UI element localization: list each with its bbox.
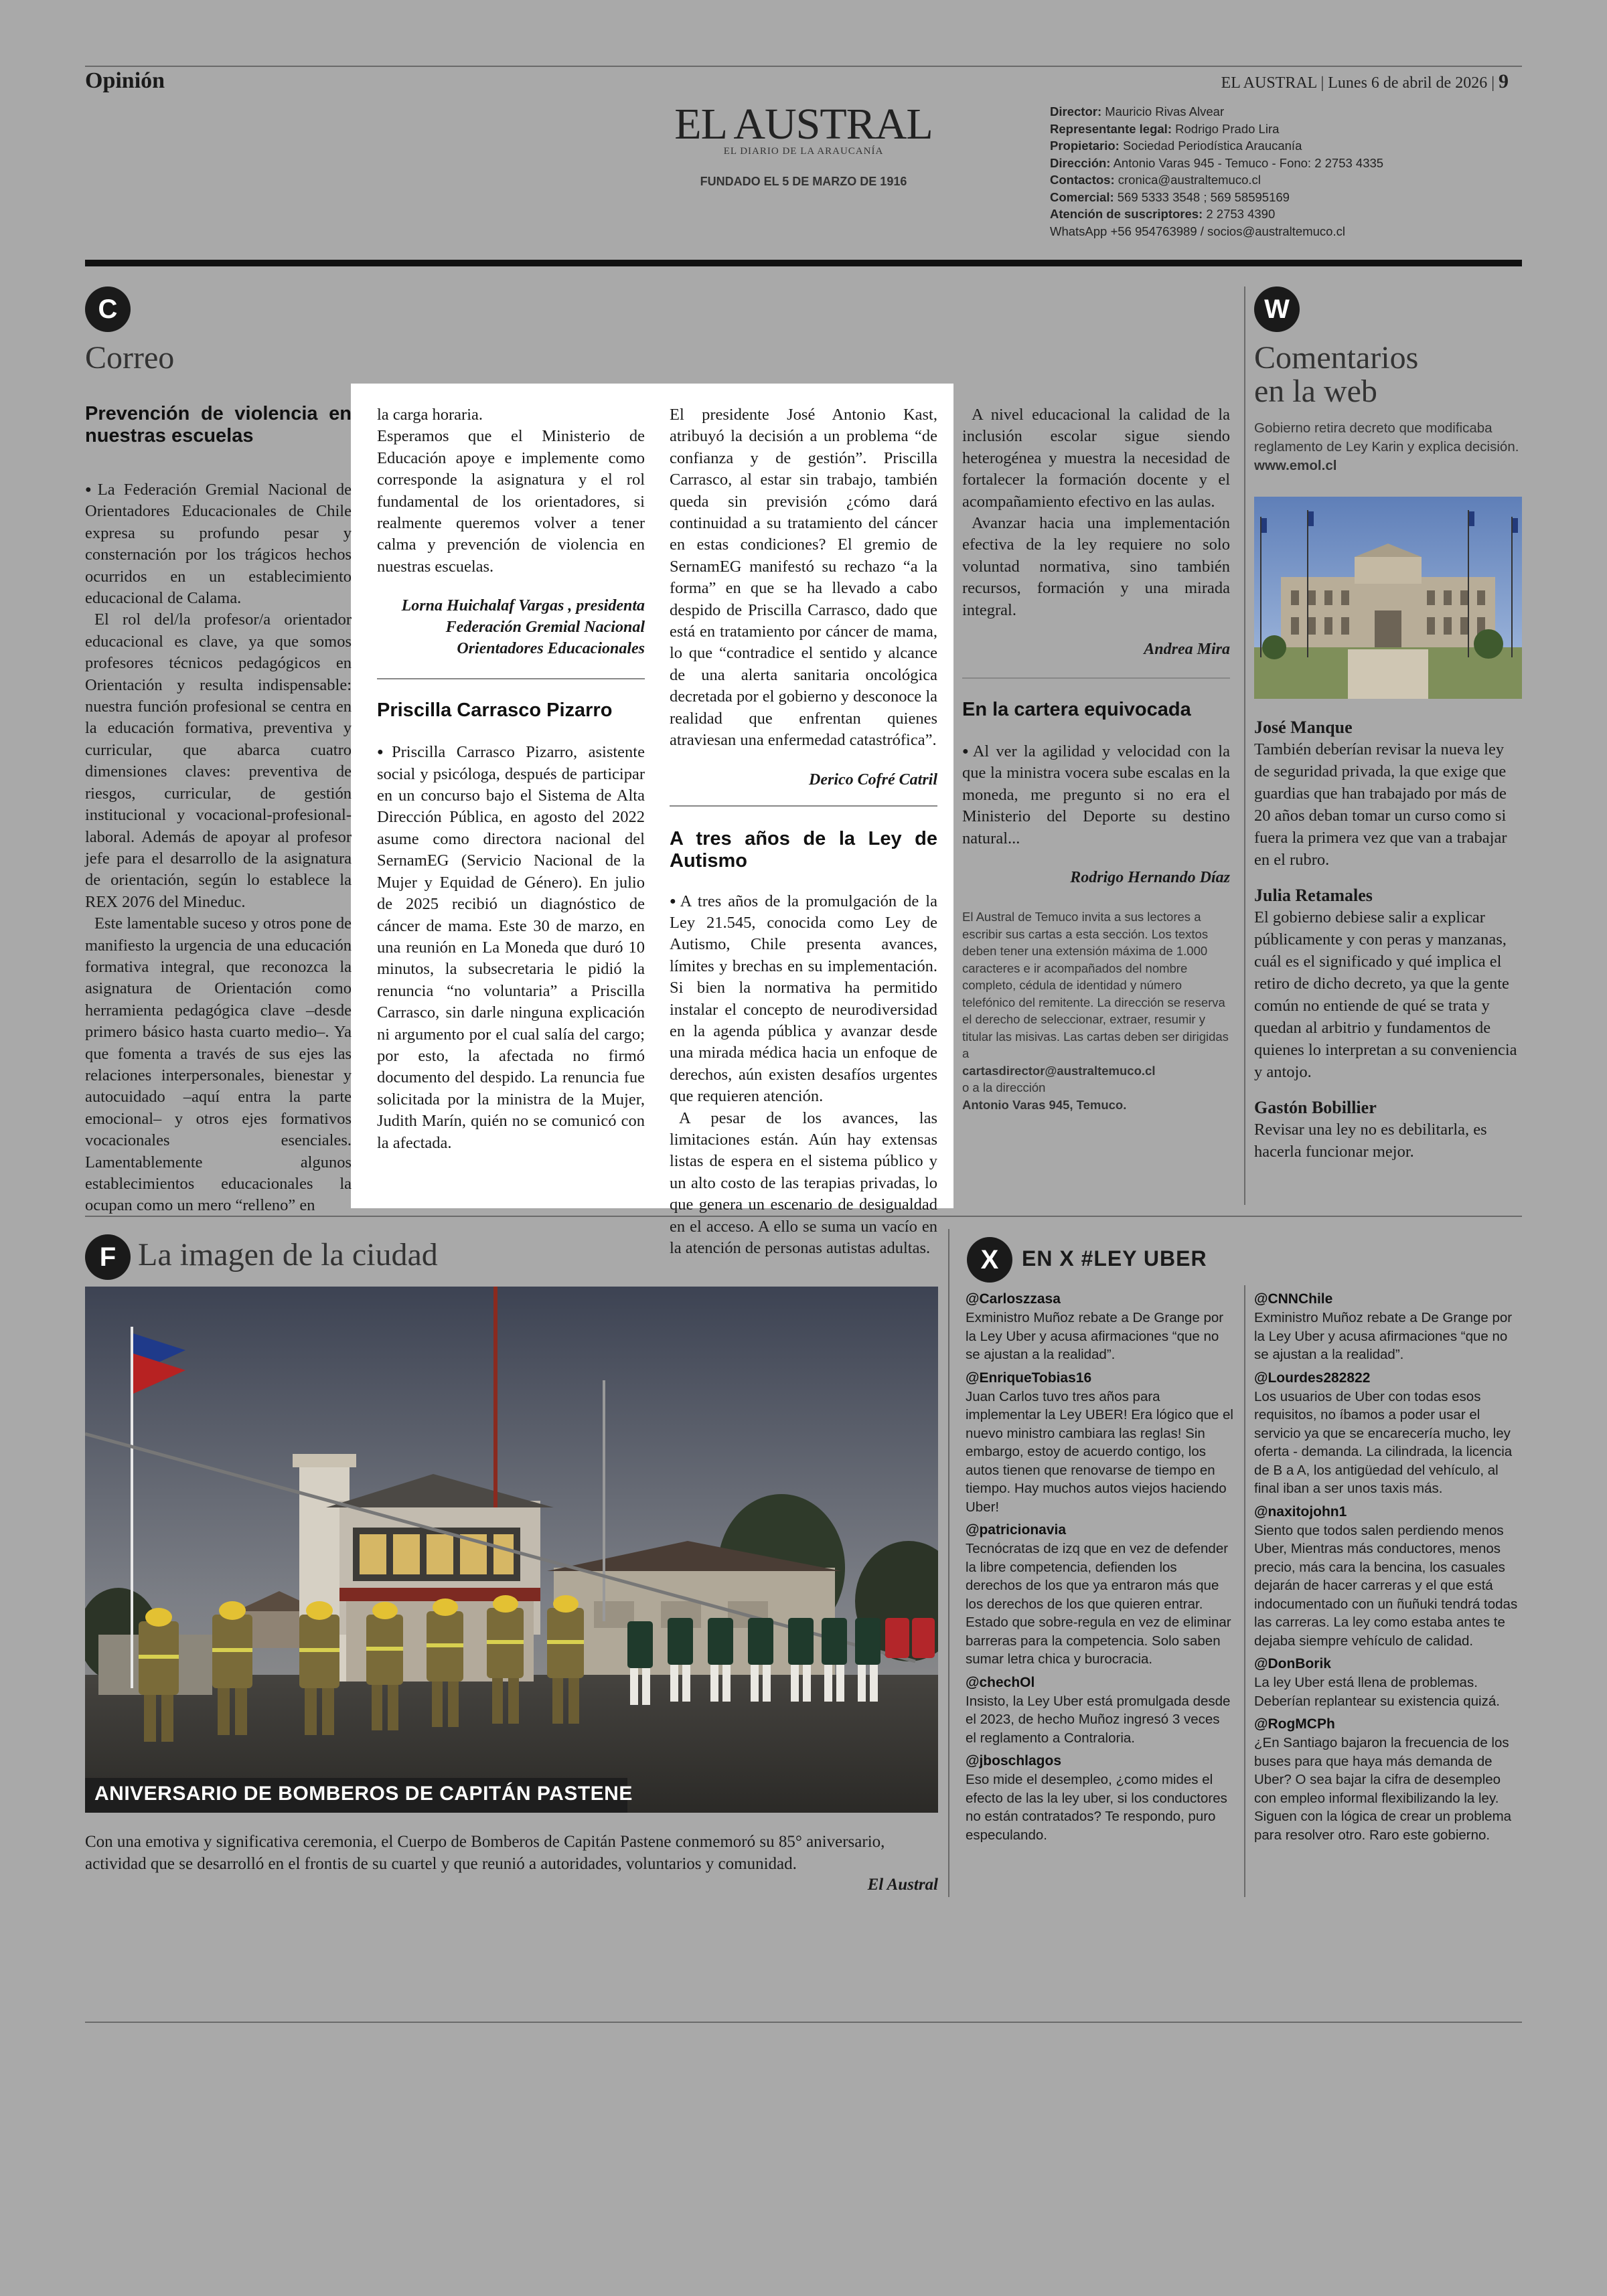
- bomberos-photo: [85, 1287, 938, 1813]
- comment-author: Julia Retamales: [1254, 886, 1373, 905]
- letters-column-2: [377, 404, 645, 1154]
- tweet-text: Exministro Muñoz rebate a De Grange por la Ley Uber y acusa afirmaciones “que no se ajustan a la realidad”.: [966, 1310, 1224, 1362]
- letters-column-1: [85, 403, 352, 1217]
- photo-caption-bar: ANIVERSARIO DE BOMBEROS DE CAPITÁN PASTENE: [94, 1783, 633, 1805]
- masthead: [670, 99, 937, 189]
- divider: [670, 805, 937, 807]
- tweet-text: Tecnócratas de izq que en vez de defender la libre competencia, defienden los derechos de los que ya entraron más que los derechos de los que quieren entrar. Estado que sobre-regula en vez de eliminar barreras para la competencia. Solo saben sumar letra chica y burocracia.: [966, 1541, 1231, 1667]
- divider: [377, 678, 645, 679]
- section-label: Opinión: [85, 68, 165, 93]
- comentarios-badge: W: [1254, 286, 1300, 332]
- comment-text: También deberían revisar la nueva ley de seguridad privada, la que exige que guardias que han trabajado por más de 20 años deban tomar un curso como si fuera la primera vez que van a trabajar en el rubro.: [1254, 740, 1507, 869]
- ciudad-title: La imagen de la ciudad: [138, 1237, 438, 1273]
- photo-caption: Con una emotiva y significativa ceremonia, el Cuerpo de Bomberos de Capitán Pastene conmemoró su 85° aniversario, actividad que se desarrolló en el frontis de su cuartel y que reunió a autoridades, voluntarios y comunidad.: [85, 1833, 885, 1873]
- staff-line: Contactos: cronica@australtemuco.cl: [1050, 173, 1261, 187]
- masthead-title: EL AUSTRAL: [674, 100, 933, 149]
- letters-notice: El Austral de Temuco invita a sus lectores a escribir sus cartas a esta sección. Los textos deben tener una extensión máxima de 1.000 caracteres e ir acompañados del nombre completo, cédula de identidad y número telefónico del remitente. La dirección se reserva el derecho de seleccionar, extraer, resumir y titular las misivas. Las cartas deben ser dirigidas a cartasdirector@australtemuco.cl o a la dirección Antonio Varas 945, Temuco.: [962, 910, 1229, 1112]
- tweet-handle[interactable]: @DonBorik: [1254, 1656, 1331, 1671]
- thick-header-rule: [85, 260, 1522, 266]
- letter-1-signature: Lorna Huichalaf Vargas , presidenta Federación Gremial Nacional Orientadores Educacionales: [401, 597, 645, 658]
- letter-1-paragraph: El rol del/la profesor/a orientador educacional es clave, ya que somos profesores técnicos pedagógicos en Orientación y resulta indispensable: nuestra función profesional se centra en la educación formativa, preventiva y curricular, que abarca cuatro dimensiones claves: preventiva de riesgos, curricular, de gestión institucional y vocacional-profesional-laboral. Además de apoyar al profesor jefe para el desarrollo de la asignatura de orientación, según lo establece la REX 2076 del Mineduc.: [85, 610, 352, 911]
- letter-4-headline: En la cartera equivocada: [962, 699, 1191, 721]
- column-divider: [948, 1229, 949, 1897]
- letter-2-headline: Priscilla Carrasco Pizarro: [377, 700, 613, 722]
- ciudad-badge: F: [85, 1234, 131, 1280]
- tweet-text: Insisto, la Ley Uber está promulgada desde el 2023, de hecho Muñoz ingresó 3 veces el reglamento a Contraloria.: [966, 1693, 1231, 1746]
- letter-2-paragraph: ● Priscilla Carrasco Pizarro, asistente social y psicóloga, después de participar en un concurso bajo el Sistema de Alta Dirección Pública, en agosto del 2022 asume como directora nacional del SernamEG (Servicio Nacional de la Mujer y Equidad de Género). En julio de 2025 recibió un diagnóstico de cáncer de mama. Este 30 de marzo, en una reunión en La Moneda que duró 10 minutos, la subsecretaria le pidió la renuncia “no voluntaria” a Priscilla Carrasco, sin darle ninguna explicación ni argumento por el cual salía del cargo; por esto, la afectada no firmó documento del despido. La renuncia fue solicitada por la ministra de la Mujer, Judith Marín, quién no se comunicó con la afectada.: [377, 742, 645, 1154]
- staff-line: Director: Mauricio Rivas Alvear: [1050, 104, 1225, 118]
- letters-column-3: [670, 404, 937, 1259]
- staff-line: Representante legal: Rodrigo Prado Lira: [1050, 121, 1280, 136]
- page-number: 9: [1499, 70, 1509, 92]
- top-rule: [85, 66, 1522, 67]
- staff-line: Propietario: Sociedad Periodística Araucanía: [1050, 139, 1302, 153]
- mid-rule: [85, 1216, 1522, 1217]
- tweet-text: La ley Uber está llena de problemas. Deberían replantear su existencia quizá.: [1254, 1675, 1500, 1709]
- tweet-handle[interactable]: @naxitojohn1: [1254, 1503, 1347, 1520]
- letter-1-paragraph: Este lamentable suceso y otros pone de manifiesto la urgencia de una educación formativa integral, que reconozca la asignatura de Orientación como herramienta pedagógica clave –desde primero básico hasta cuarto medio–. Ya que fomenta a través de sus ejes las relaciones interpersonales, bienestar y autocuidado –aquí entra la parte emocional– y otros ejes formativos vocacionales esenciales. Lamentablemente algunos establecimientos educacionales la ocupan como un mero “relleno” en: [85, 914, 352, 1215]
- tweets-left: [966, 1289, 1233, 1844]
- letters-column-4: [962, 404, 1230, 1113]
- letter-1-paragraph: la carga horaria.: [377, 406, 483, 424]
- tweet-handle[interactable]: @CNNChile: [1254, 1291, 1333, 1307]
- x-badge: X: [967, 1237, 1012, 1283]
- palacio-photo: [1254, 497, 1522, 699]
- letter-1-paragraph: ● La Federación Gremial Nacional de Orientadores Educacionales de Chile expresa su profundo pesar y consternación por los trágicos hechos ocurridos en un establecimiento educacional de Calama.: [85, 479, 352, 609]
- letter-3-paragraph: A pesar de los avances, las limitaciones están. Aún hay extensas listas de espera en el sistema público y un alto costo de las terapias privadas, lo que genera un escenario de desigualdad en el acceso. A ello se suma un vacío en la atención de personas autistas adultas.: [670, 1109, 937, 1257]
- staff-line: Atención de suscriptores: 2 2753 4390: [1050, 207, 1276, 221]
- tweet-text: Juan Carlos tuvo tres años para implementar la Ley UBER! Era lógico que el nuevo ministro cambiara las reglas! Sin embargo, estoy de acuerdo contigo, los autos tienen que renovarse de tiempo en tiempo. Hay muchos autos viejos haciendo Uber!: [966, 1388, 1233, 1515]
- correo-title: Correo: [85, 340, 175, 376]
- letter-2-signature: Derico Cofré Catril: [809, 770, 937, 789]
- founded-date: FUNDADO EL 5 DE MARZO DE 1916: [700, 175, 907, 188]
- tweet-handle[interactable]: @Carloszzasa: [966, 1291, 1061, 1307]
- photo-credit: El Austral: [867, 1876, 938, 1894]
- letters-email[interactable]: cartasdirector@australtemuco.cl: [962, 1063, 1156, 1078]
- letter-4-paragraph: ● Al ver la agilidad y velocidad con la que la ministra vocera sube escalas en la moneda, me pregunto si no era el Ministerio del Deporte su destino natural...: [962, 741, 1230, 849]
- letter-3-signature: Andrea Mira: [1144, 641, 1230, 659]
- letter-3-headline: A tres años de la Ley de Autismo: [670, 827, 937, 872]
- comment-text: El gobierno debiese salir a explicar públicamente y con peras y manzanas, cuál es el significado y qué implica el retiro de dicho decreto, ya que la gente común no entiende de qué se trata y quedan al arbitrio y fundamentos de quienes lo interpretan a su conveniencia y antojo.: [1254, 908, 1517, 1081]
- tweet-text: Siento que todos salen perdiendo menos Uber, Mientras más conductores, menos precio, más cara la bencina, los casuales dejarán de hacer carreras y el que está indocumentado con un ñuñuki tendrá todas las carreras. La ley como estaba antes te dejaba siempre vehículo de calidad.: [1254, 1522, 1518, 1649]
- tweet-text: ¿En Santiago bajaron la frecuencia de los buses para que haya más demanda de Uber? O sea bajar la cifra de desempleo con empleo informal flexibilizando la ley. Siguen con la lógica de crear un problema para resolver otro. Raro este gobierno.: [1254, 1735, 1512, 1843]
- bottom-rule: [85, 2022, 1522, 2023]
- tweet-handle[interactable]: @Lourdes282822: [1254, 1370, 1371, 1386]
- staff-line: Comercial: 569 5333 3548 ; 569 58595169: [1050, 189, 1290, 204]
- staff-line: Dirección: Antonio Varas 945 - Temuco - Fono: 2 2753 4335: [1050, 155, 1384, 170]
- staff-line: WhatsApp +56 954763989 / socios@australtemuco.cl: [1050, 224, 1345, 238]
- comentarios-intro: Gobierno retira decreto que modificaba reglamento de Ley Karin y explica decisión. www.emol.cl: [1254, 420, 1519, 473]
- emol-link[interactable]: www.emol.cl: [1254, 458, 1337, 473]
- letter-1-headline: Prevención de violencia en nuestras escuelas: [85, 403, 352, 446]
- comments-list: [1254, 716, 1522, 1163]
- tweets-right: [1254, 1289, 1522, 1844]
- comment-author: José Manque: [1254, 718, 1353, 737]
- column-divider: [1244, 1285, 1245, 1897]
- comentarios-title: Comentarios en la web: [1254, 340, 1419, 409]
- letters-address: Antonio Varas 945, Temuco.: [962, 1097, 1127, 1112]
- tweet-handle[interactable]: @EnriqueTobias16: [966, 1370, 1092, 1386]
- column-divider: [1244, 286, 1245, 1205]
- tweet-handle[interactable]: @RogMCPh: [1254, 1716, 1335, 1732]
- comment-text: Revisar una ley no es debilitarla, es hacerla funcionar mejor.: [1254, 1121, 1487, 1161]
- letter-3-paragraph: Avanzar hacia una implementación efectiva de la ley requiere no solo voluntad normativa, sino también recursos, formación y una mirada integral.: [962, 514, 1230, 619]
- letter-4-signature: Rodrigo Hernando Díaz: [1070, 869, 1230, 887]
- dateline-text: EL AUSTRAL | Lunes 6 de abril de 2026 |: [1221, 74, 1495, 92]
- masthead-subtitle: EL DIARIO DE LA ARAUCANÍA: [723, 146, 884, 157]
- comment-author: Gastón Bobillier: [1254, 1098, 1377, 1117]
- correo-badge: C: [85, 286, 131, 332]
- letter-2-paragraph: El presidente José Antonio Kast, atribuyó la decisión a un problema “de confianza y de gestión”. Priscilla Carrasco, al estar sin trabajo, también queda sin previsión ¿cómo dará continuidad a su tratamiento del cáncer en estas condiciones? El gremio de SernamEG manifestó su rechazo “a la forma” en que se ha llevado a cabo despido de Priscilla Carrasco, dado que está en tratamiento por cáncer de mama, lo que “contradice el sentido y alcance de una alerta sanitaria oncológica decretada por el gobierno y desconoce la realidad que enfrentan quienes atraviesan una enfermedad catastrófica”.: [670, 406, 937, 750]
- tweet-handle[interactable]: @chechOl: [966, 1674, 1035, 1690]
- tweet-text: Eso mide el desempleo, ¿como mides el efecto de las la ley uber, si los conductores no están contratados? Te respondo, puro especulando.: [966, 1772, 1227, 1843]
- staff-box: [1050, 103, 1478, 240]
- letter-3-paragraph: ● A tres años de la promulgación de la Ley 21.545, conocida como Ley de Autismo, Chile presenta avances, límites y brechas en su implementación. Si bien la normativa ha permitido instalar el concepto de neurodiversidad en la agenda pública y avanzar desde una mirada médica hacia un enfoque de derechos, aún existen desafíos urgentes que requieren atención.: [670, 891, 937, 1108]
- tweet-text: Exministro Muñoz rebate a De Grange por la Ley Uber y acusa afirmaciones “que no se ajustan a la realidad”.: [1254, 1310, 1513, 1362]
- dateline: [1221, 70, 1509, 93]
- x-section-title: EN X #LEY UBER: [1022, 1246, 1207, 1270]
- tweet-handle[interactable]: @jboschlagos: [966, 1753, 1062, 1769]
- letter-1-paragraph: Esperamos que el Ministerio de Educación apoye e implemente como corresponde la asignatura y el rol fundamental de los orientadores, si realmente queremos volver a tener calma y prevención de violencia en nuestras escuelas.: [377, 427, 645, 576]
- divider: [962, 677, 1230, 679]
- tweet-handle[interactable]: @patricionavia: [966, 1522, 1067, 1538]
- letter-3-paragraph: A nivel educacional la calidad de la inclusión escolar sigue siendo heterogénea y muestra la necesidad de fortalecer la formación docente y el acompañamiento efectivo en las aulas.: [962, 406, 1230, 511]
- tweet-text: Los usuarios de Uber con todas esos requisitos, no íbamos a poder usar el servicio ya que se encarecería mucho, ley oferta - demanda. La cilindrada, la licencia de B a A, los antigüedad del vehículo, al final iban a ser unos taxis más.: [1254, 1388, 1513, 1496]
